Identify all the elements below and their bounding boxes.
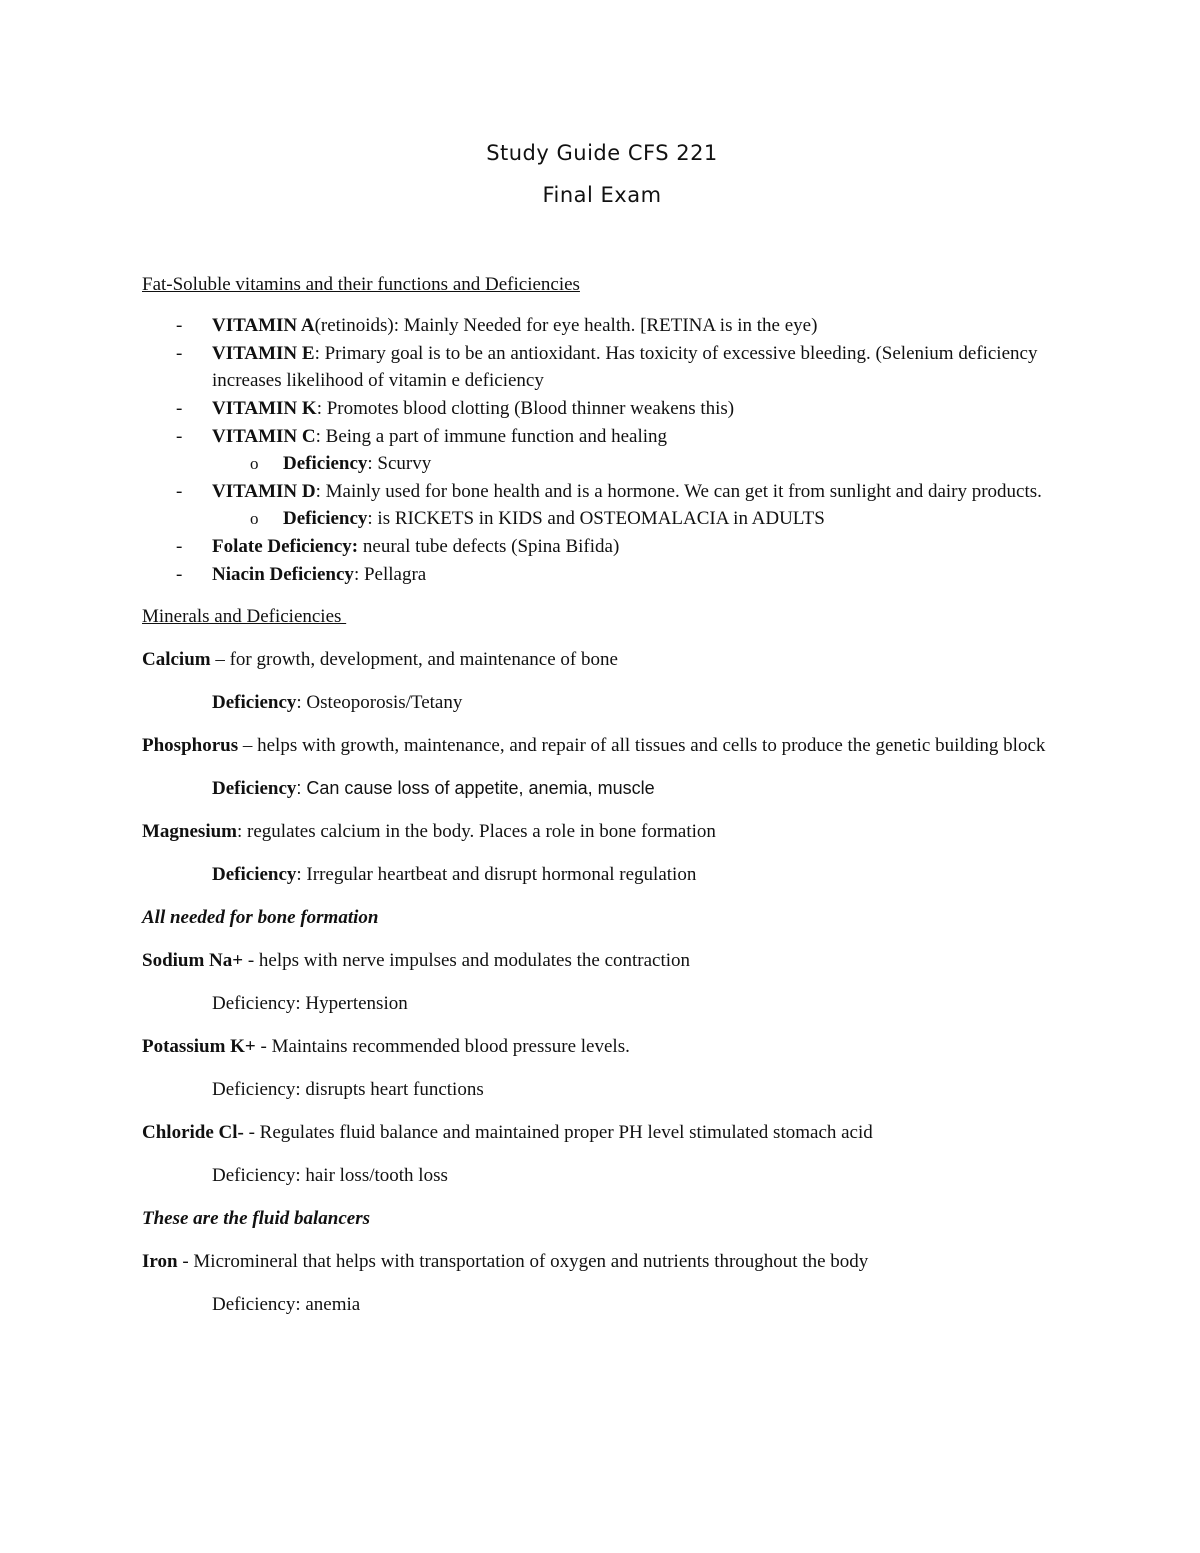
item-text: : Promotes blood clotting (Blood thinner weakens this) — [316, 398, 735, 419]
vitamins-heading: Fat-Soluble vitamins and their functions and Deficiencies — [142, 274, 580, 295]
item-text: : Primary goal is to be an antioxidant. Has toxicity of excessive bleeding. (Selenium deficiency increases likelihood of vitamin e deficiency — [212, 343, 1038, 391]
mineral-desc: - Micromineral that helps with transportation of oxygen and nutrients throughout the body — [177, 1251, 869, 1272]
sub-list — [212, 450, 1062, 477]
document-page — [142, 138, 1062, 1318]
mineral-desc: : regulates calcium in the body. Places a role in bone formation — [237, 821, 716, 842]
deficiency-label: Deficiency — [212, 864, 297, 885]
mineral-name: Potassium K+ — [142, 1036, 256, 1057]
item-label: VITAMIN E — [212, 343, 315, 364]
item-text: (retinoids): Mainly Needed for eye health. [RETINA is in the eye) — [314, 315, 818, 336]
list-item — [142, 340, 1062, 394]
iron-deficiency: Deficiency: anemia — [212, 1294, 361, 1315]
mineral-name: Chloride Cl- — [142, 1122, 244, 1143]
deficiency-text: : Can cause loss of appetite, anemia, muscle — [296, 778, 655, 798]
mineral-name: Phosphorus — [142, 735, 239, 756]
potassium-entry — [142, 1033, 1062, 1060]
calcium-entry — [142, 646, 1062, 673]
vitamins-list — [142, 312, 1062, 588]
deficiency-text: : Osteoporosis/Tetany — [296, 692, 463, 713]
magnesium-deficiency — [142, 861, 1062, 888]
item-label: Niacin Deficiency — [212, 564, 354, 585]
sub-list-item — [212, 505, 1062, 532]
item-text: : Being a part of immune function and healing — [315, 426, 668, 447]
list-item — [142, 533, 1062, 560]
sub-item-text: : is RICKETS in KIDS and OSTEOMALACIA in ADULTS — [367, 508, 825, 529]
item-text: : Mainly used for bone health and is a hormone. We can get it from sunlight and dairy products. — [315, 481, 1042, 502]
list-item — [142, 561, 1062, 588]
mineral-name: Sodium Na+ — [142, 950, 244, 971]
sub-item-text: : Scurvy — [367, 453, 432, 474]
iron-entry — [142, 1248, 1062, 1275]
item-label: VITAMIN A — [212, 315, 315, 336]
mineral-desc: - helps with nerve impulses and modulates the contraction — [243, 950, 691, 971]
fluid-balancers-note: These are the fluid balancers — [142, 1208, 370, 1229]
mineral-desc: - Regulates fluid balance and maintained proper PH level stimulated stomach acid — [243, 1122, 873, 1143]
sub-item-label: Deficiency — [283, 453, 368, 474]
item-text: : Pellagra — [353, 564, 427, 585]
sodium-deficiency: Deficiency: Hypertension — [212, 993, 408, 1014]
mineral-name: Iron — [142, 1251, 178, 1272]
list-item — [142, 312, 1062, 339]
list-item — [142, 423, 1062, 477]
mineral-desc: – for growth, development, and maintenance of bone — [210, 649, 618, 670]
chloride-deficiency: Deficiency: hair loss/tooth loss — [212, 1165, 448, 1186]
chloride-entry — [142, 1119, 1062, 1146]
list-item — [142, 478, 1062, 532]
bone-formation-note: All needed for bone formation — [142, 907, 379, 928]
mineral-desc: – helps with growth, maintenance, and repair of all tissues and cells to produce the genetic building block — [238, 735, 1046, 756]
deficiency-label: Deficiency — [212, 692, 297, 713]
calcium-deficiency — [142, 689, 1062, 716]
item-label: Folate Deficiency: — [212, 536, 359, 557]
phosphorus-entry — [142, 732, 1062, 759]
item-text: neural tube defects (Spina Bifida) — [358, 536, 620, 557]
mineral-name: Calcium — [142, 649, 211, 670]
minerals-heading: Minerals and Deficiencies — [142, 606, 347, 627]
item-label: VITAMIN D — [212, 481, 316, 502]
sub-list-item — [212, 450, 1062, 477]
document-title: Study Guide CFS 221 — [486, 141, 718, 165]
deficiency-text: : Irregular heartbeat and disrupt hormonal regulation — [296, 864, 697, 885]
list-item — [142, 395, 1062, 422]
magnesium-entry — [142, 818, 1062, 845]
phosphorus-deficiency — [142, 775, 1062, 802]
item-label: VITAMIN C — [212, 426, 316, 447]
sodium-entry — [142, 947, 1062, 974]
sub-list — [212, 505, 1062, 532]
mineral-desc: - Maintains recommended blood pressure levels. — [255, 1036, 630, 1057]
mineral-name: Magnesium — [142, 821, 237, 842]
document-subtitle: Final Exam — [542, 183, 662, 207]
deficiency-label: Deficiency — [212, 778, 297, 799]
sub-item-label: Deficiency — [283, 508, 368, 529]
potassium-deficiency: Deficiency: disrupts heart functions — [212, 1079, 484, 1100]
item-label: VITAMIN K — [212, 398, 317, 419]
